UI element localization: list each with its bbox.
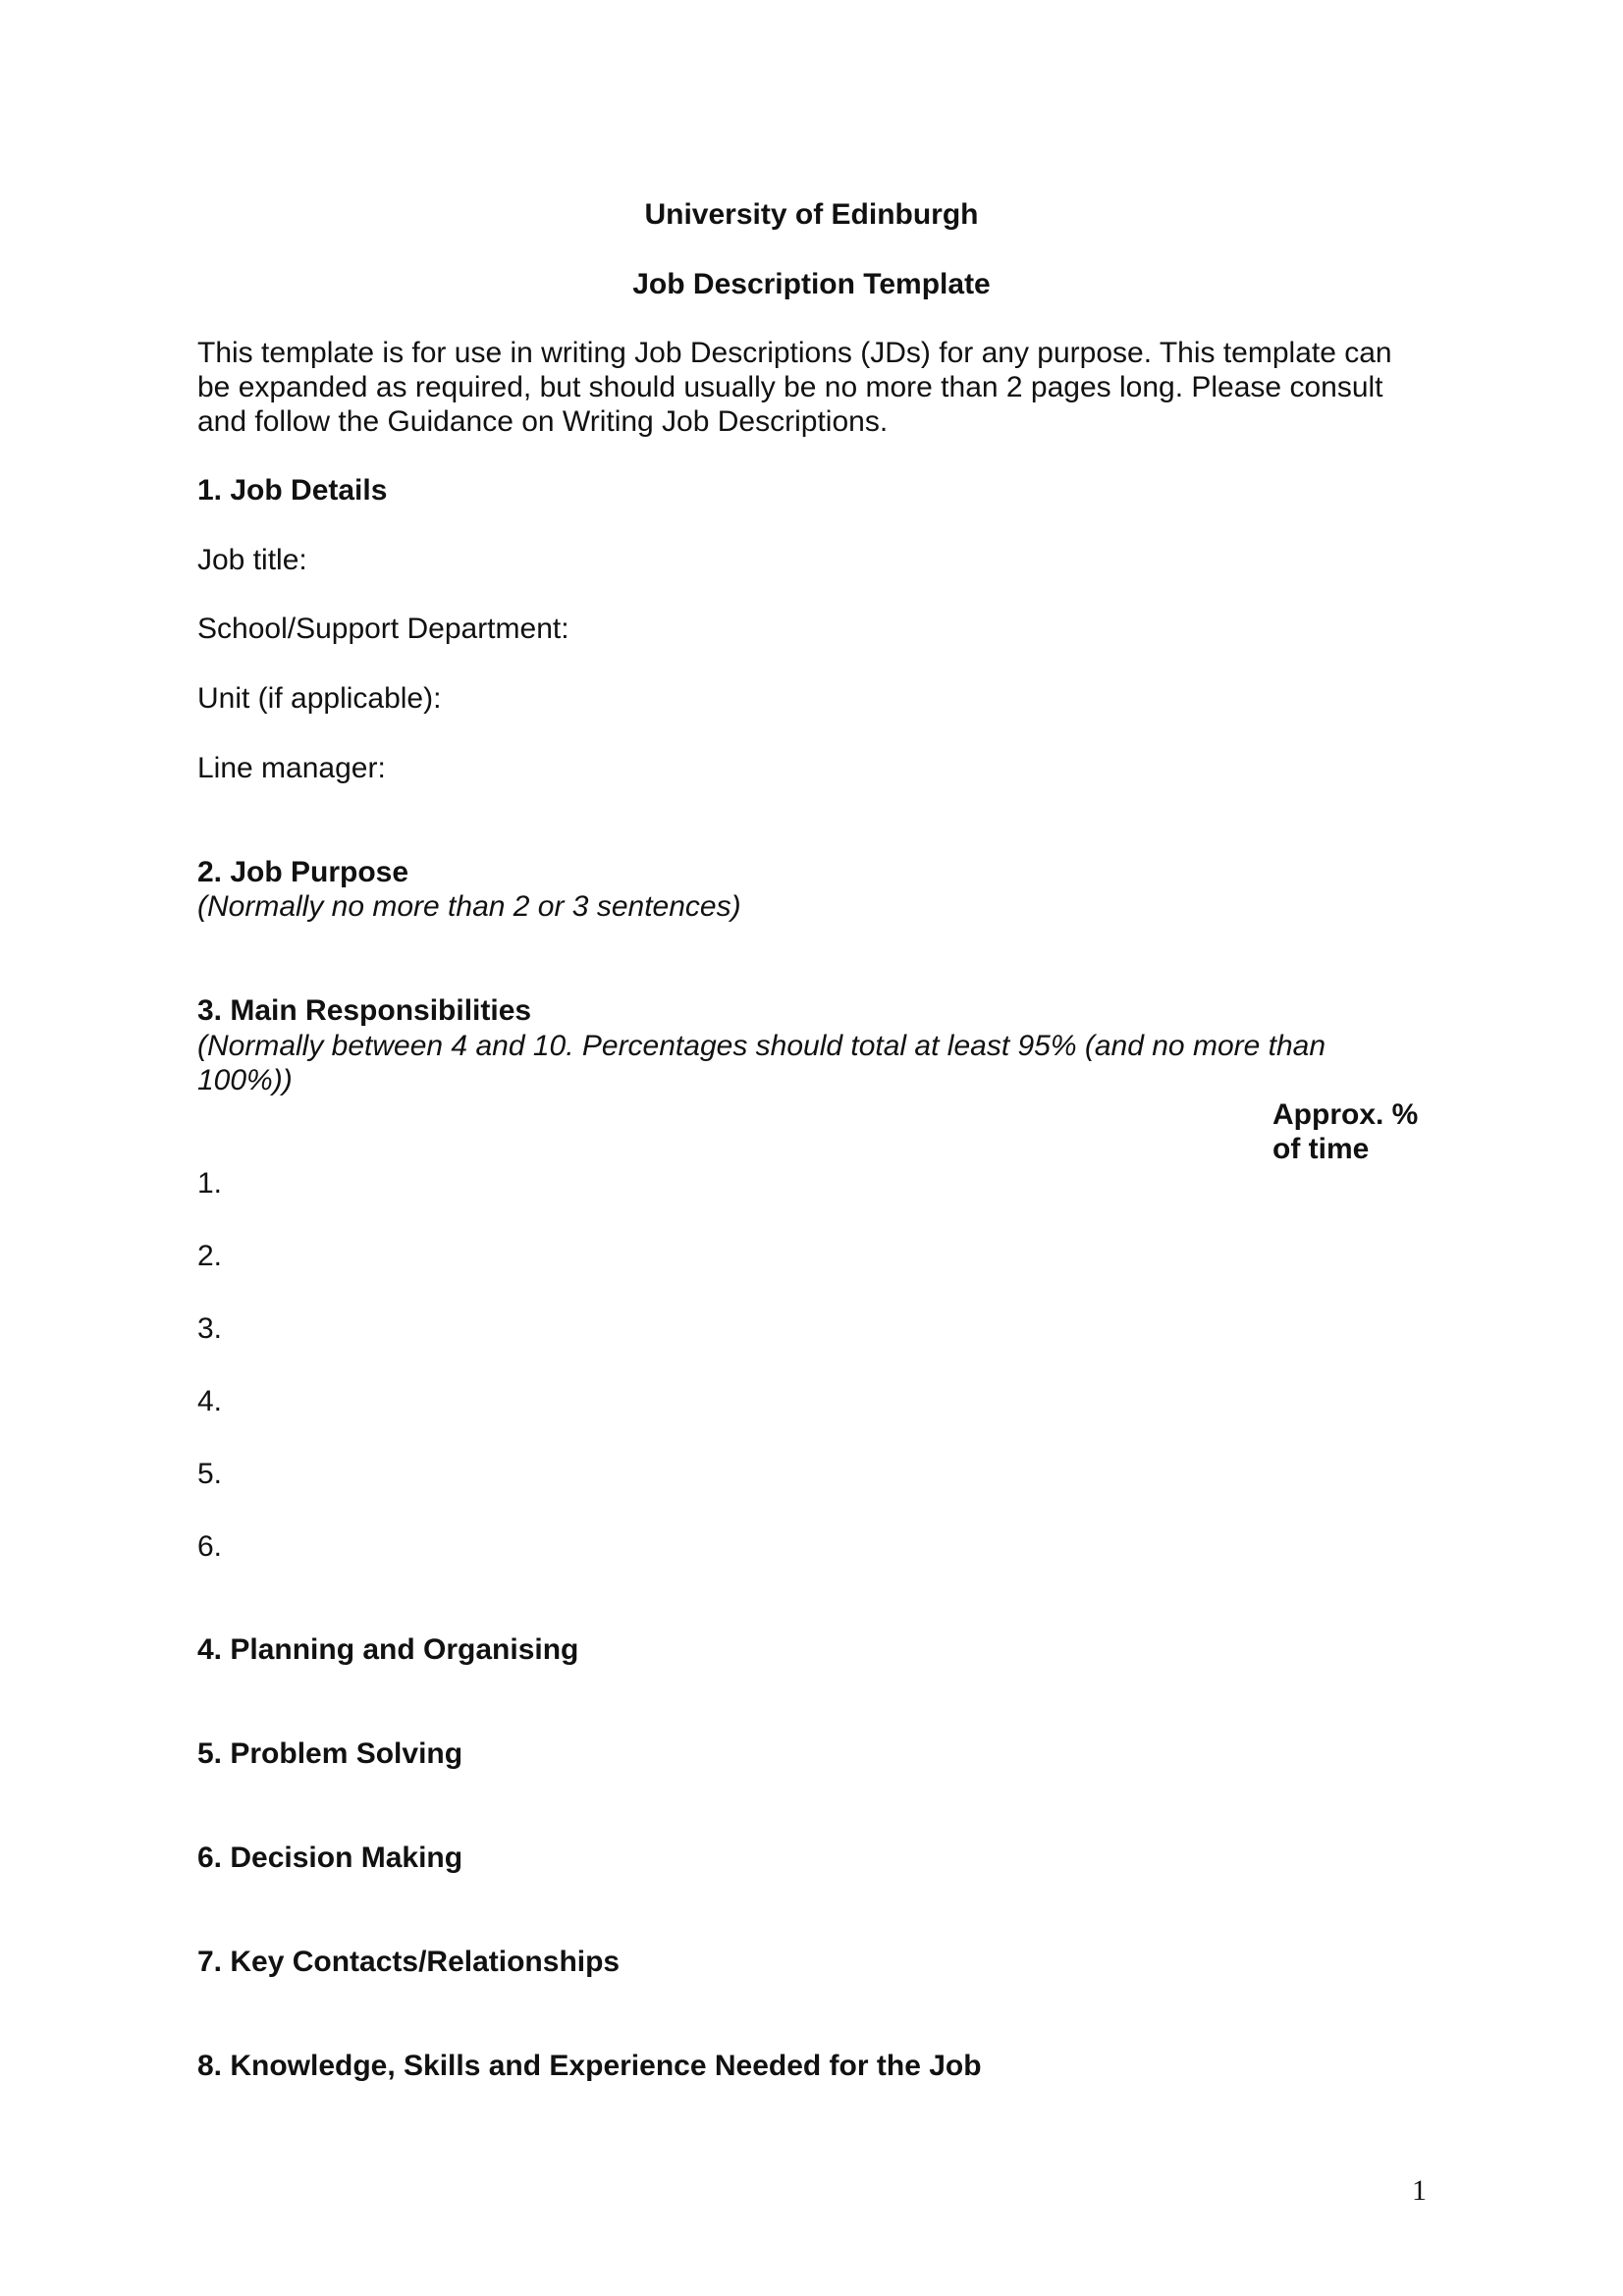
institution-title: University of Edinburgh bbox=[644, 198, 979, 231]
intro-line: be expanded as required, but should usually be no more than 2 pages long. Please consult bbox=[197, 371, 1383, 403]
section-heading-main-responsibilities: 3. Main Responsibilities bbox=[197, 994, 532, 1027]
column-header-line: Approx. % bbox=[1272, 1098, 1419, 1131]
document-title: Job Description Template bbox=[632, 268, 991, 300]
section-heading-decision-making: 6. Decision Making bbox=[197, 1842, 463, 1874]
responsibility-item-3: 3. bbox=[197, 1312, 223, 1345]
section-heading-job-details: 1. Job Details bbox=[197, 474, 388, 507]
intro-paragraph bbox=[197, 336, 1454, 439]
section-heading-planning: 4. Planning and Organising bbox=[197, 1633, 579, 1666]
section-heading-problem-solving: 5. Problem Solving bbox=[197, 1737, 463, 1770]
field-label-unit: Unit (if applicable): bbox=[197, 682, 442, 715]
responsibility-item-1: 1. bbox=[197, 1167, 223, 1200]
note-line: (Normally between 4 and 10. Percentages should total at least 95% (and no more than bbox=[197, 1030, 1326, 1062]
field-label-school-department: School/Support Department: bbox=[197, 613, 569, 645]
responsibility-item-2: 2. bbox=[197, 1240, 223, 1272]
column-header-line: of time bbox=[1272, 1133, 1370, 1165]
responsibility-item-5: 5. bbox=[197, 1458, 223, 1490]
section-heading-knowledge-skills: 8. Knowledge, Skills and Experience Needed for the Job bbox=[197, 2050, 982, 2082]
section-heading-job-purpose: 2. Job Purpose bbox=[197, 856, 409, 888]
note-line: 100%)) bbox=[197, 1064, 293, 1096]
responsibility-item-6: 6. bbox=[197, 1530, 223, 1563]
responsibility-item-4: 4. bbox=[197, 1385, 223, 1417]
field-label-job-title: Job title: bbox=[197, 544, 307, 576]
main-responsibilities-note bbox=[197, 1029, 1454, 1097]
intro-line: and follow the Guidance on Writing Job Descriptions. bbox=[197, 405, 889, 438]
section-heading-key-contacts: 7. Key Contacts/Relationships bbox=[197, 1946, 621, 1978]
field-label-line-manager: Line manager: bbox=[197, 752, 386, 784]
intro-line: This template is for use in writing Job Descriptions (JDs) for any purpose. This template can bbox=[197, 337, 1392, 369]
page-number: 1 bbox=[1412, 2174, 1427, 2207]
job-purpose-note: (Normally no more than 2 or 3 sentences) bbox=[197, 890, 741, 923]
approx-time-column-header bbox=[1272, 1097, 1418, 1166]
